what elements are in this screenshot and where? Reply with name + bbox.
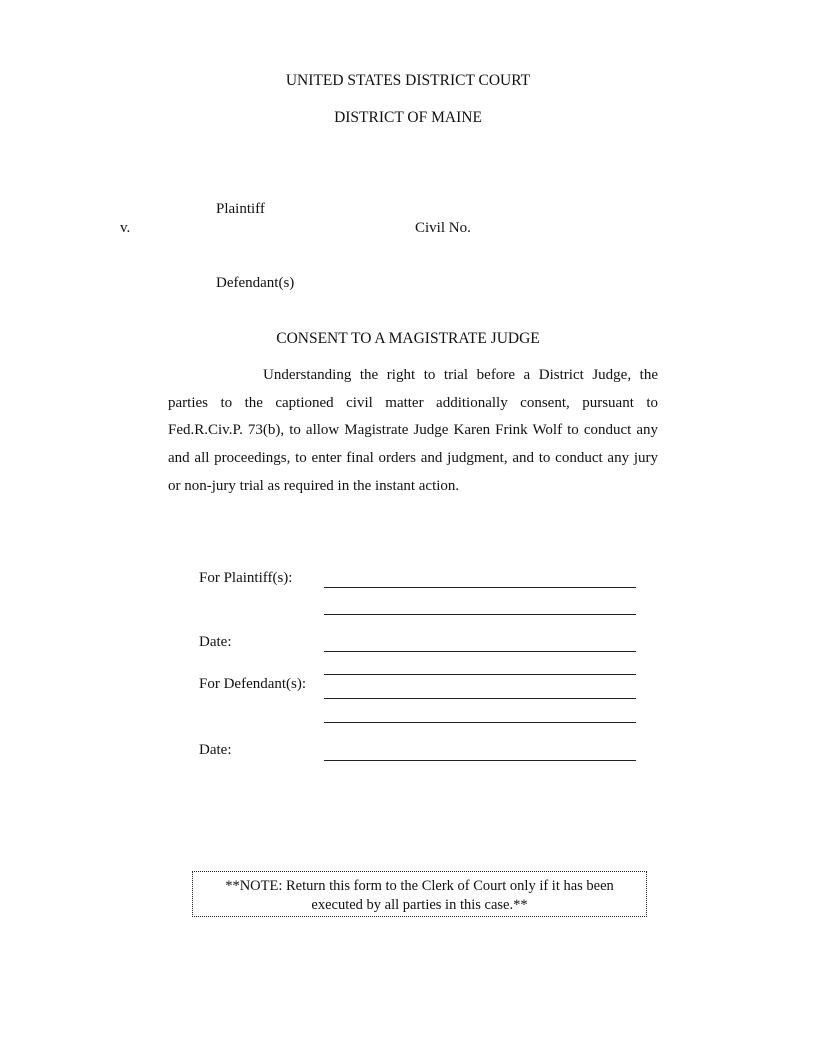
form-title: CONSENT TO A MAGISTRATE JUDGE	[276, 330, 540, 347]
court-name: UNITED STATES DISTRICT COURT	[285, 72, 531, 89]
note-line-1: **NOTE: Return this form to the Clerk of Court only if it has been	[225, 878, 614, 894]
defendant-date-line[interactable]	[324, 760, 636, 761]
defendant-signature-line-1[interactable]	[324, 674, 636, 675]
plaintiff-signature-line-2[interactable]	[324, 614, 636, 615]
consent-paragraph: Understanding the right to trial before a District Judge, the parties to the captioned civil matter additionally consent, pursuant to Fed.R.Civ.P. 73(b), to allow Magistrate Judge Karen Frink Wolf to conduct any and all proceedings, to enter final orders and judgment, and to conduct any jury or non-jury trial as required in the instant action.	[168, 367, 658, 494]
plaintiff-signature-label: For Plaintiff(s):	[199, 570, 293, 586]
defendant-signature-line-3[interactable]	[324, 722, 636, 723]
note-line-2: executed by all parties in this case.**	[311, 897, 528, 913]
plaintiff-label: Plaintiff	[216, 201, 265, 217]
defendant-signature-label: For Defendant(s):	[199, 676, 307, 692]
return-note-box	[192, 871, 647, 917]
court-district: DISTRICT OF MAINE	[334, 109, 482, 126]
plaintiff-date-label: Date:	[199, 634, 232, 650]
versus-label: v.	[120, 220, 131, 236]
defendant-date-label: Date:	[199, 742, 232, 758]
plaintiff-date-line[interactable]	[324, 651, 636, 652]
defendant-label: Defendant(s)	[216, 275, 295, 291]
plaintiff-signature-line-1[interactable]	[324, 587, 636, 588]
defendant-signature-line-2[interactable]	[324, 698, 636, 699]
civil-number-label: Civil No.	[415, 220, 471, 236]
